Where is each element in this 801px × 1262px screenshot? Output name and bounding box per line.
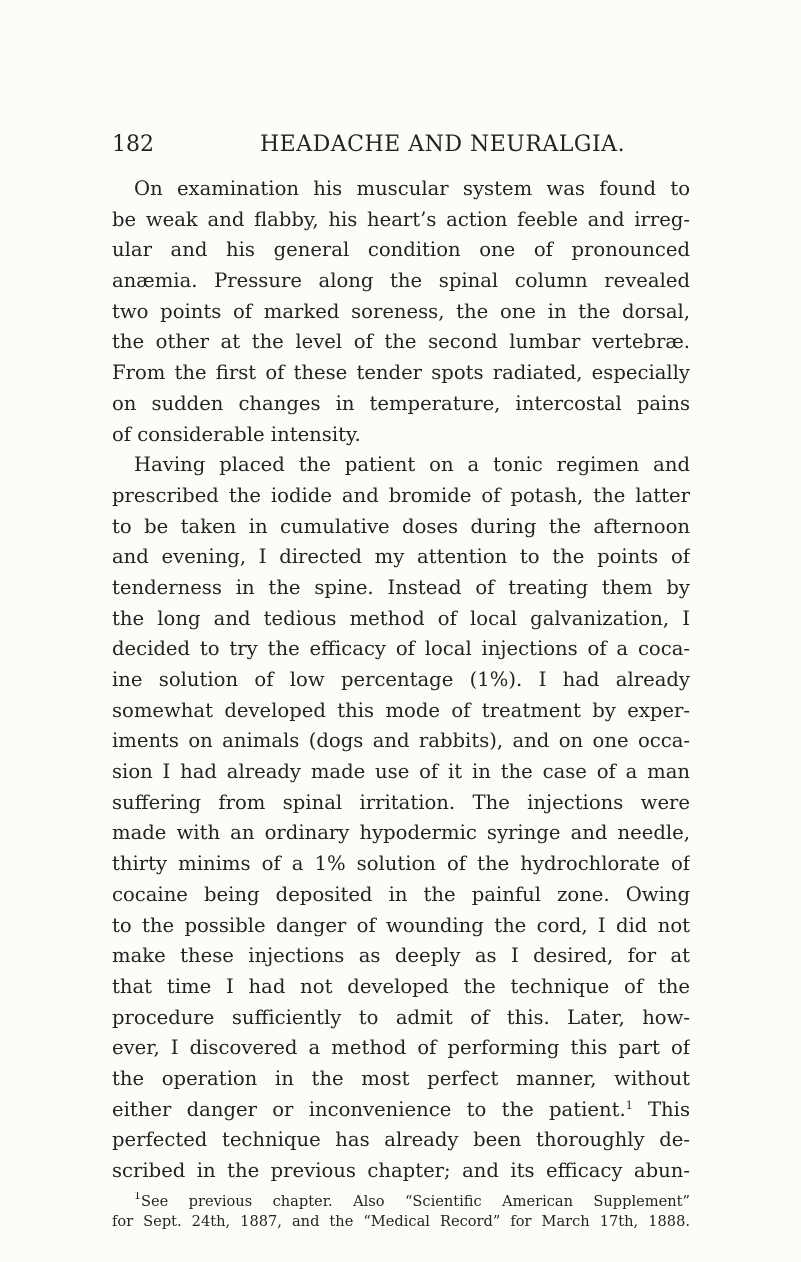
text-line xyxy=(112,1095,690,1126)
text-line: that time I had not developed the technique of the xyxy=(112,974,690,998)
footnote-line xyxy=(112,1192,690,1212)
text-line: suffering from spinal irritation. The injections were xyxy=(112,790,690,814)
footnote-text: See previous chapter. Also “Scientific American Supplement” xyxy=(141,1193,690,1210)
text-line: somewhat developed this mode of treatment by exper- xyxy=(112,698,690,722)
running-title: HEADACHE AND NEURALGIA. xyxy=(260,132,626,157)
text-line: the other at the level of the second lumbar vertebræ. xyxy=(112,330,690,354)
line-text: either danger or inconvenience to the patient. xyxy=(112,1097,626,1121)
text-line: of considerable intensity. xyxy=(112,422,361,446)
text-line: anæmia. Pressure along the spinal column revealed xyxy=(112,269,690,293)
text-line: tenderness in the spine. Instead of treating them by xyxy=(112,575,690,599)
line-text: This xyxy=(632,1097,690,1121)
running-header xyxy=(112,131,692,159)
text-line: be weak and flabby, his heart’s action feeble and irreg- xyxy=(112,207,690,231)
text-line: perfected technique has already been thoroughly de- xyxy=(112,1128,690,1152)
footnote-ref[interactable]: 1 xyxy=(625,1098,633,1112)
text-line: made with an ordinary hypodermic syringe and needle, xyxy=(112,821,690,845)
text-line: decided to try the efficacy of local injections of a coca- xyxy=(112,637,690,661)
text-line: thirty minims of a 1% solution of the hydrochlorate of xyxy=(112,852,690,876)
text-line: to the possible danger of wounding the cord, I did not xyxy=(112,913,690,937)
footnote-marker: 1 xyxy=(134,1192,141,1202)
text-line: the long and tedious method of local galvanization, I xyxy=(112,606,690,630)
text-line: on sudden changes in temperature, intercostal pains xyxy=(112,391,690,415)
text-line: cocaine being deposited in the painful zone. Owing xyxy=(112,882,690,906)
page-number: 182 xyxy=(112,132,154,157)
footnote-line: for Sept. 24th, 1887, and the “Medical Record” for March 17th, 1888. xyxy=(112,1213,690,1230)
text-line: the operation in the most perfect manner, without xyxy=(112,1066,690,1090)
text-line: Having placed the patient on a tonic regimen and xyxy=(134,453,690,477)
text-line: From the first of these tender spots radiated, especially xyxy=(112,361,690,385)
footnotes xyxy=(112,1192,690,1232)
text-line: make these injections as deeply as I desired, for at xyxy=(112,944,690,968)
text-line: ever, I discovered a method of performing this part of xyxy=(112,1036,690,1060)
text-line: scribed in the previous chapter; and its efficacy abun- xyxy=(112,1159,690,1182)
text-line: ular and his general condition one of pronounced xyxy=(112,238,690,262)
text-line: prescribed the iodide and bromide of potash, the latter xyxy=(112,483,690,507)
text-line: and evening, I directed my attention to the points of xyxy=(112,545,690,569)
text-line: ine solution of low percentage (1%). I had already xyxy=(112,668,690,691)
text-line: iments on animals (dogs and rabbits), and on one occa- xyxy=(112,729,690,753)
text-line: two points of marked soreness, the one in the dorsal, xyxy=(112,299,690,323)
text-line: procedure sufficiently to admit of this. Later, how- xyxy=(112,1005,690,1029)
text-line: On examination his muscular system was found to xyxy=(134,177,690,200)
text-line: to be taken in cumulative doses during the afternoon xyxy=(112,514,690,538)
text-line: sion I had already made use of it in the case of a man xyxy=(112,760,690,784)
body-text xyxy=(112,174,690,1187)
